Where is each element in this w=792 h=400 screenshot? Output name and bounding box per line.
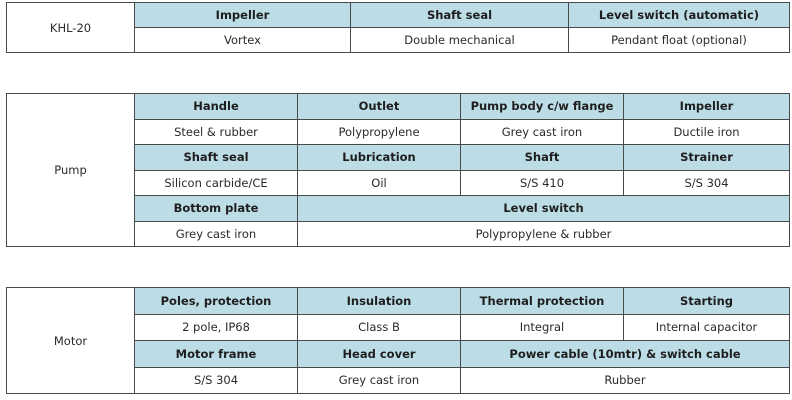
value-shaft-seal: Double mechanical: [351, 28, 569, 53]
header-handle: Handle: [135, 94, 298, 120]
value-outlet: Polypropylene: [298, 119, 461, 145]
value-motor-frame: S/S 304: [135, 367, 298, 394]
pump-spec-table: [6, 93, 790, 247]
value-power-cable: Rubber: [461, 367, 790, 394]
header-bottom-plate: Bottom plate: [135, 196, 298, 222]
value-impeller: Ductile iron: [624, 119, 790, 145]
header-outlet: Outlet: [298, 94, 461, 120]
value-handle: Steel & rubber: [135, 119, 298, 145]
value-lubrication: Oil: [298, 170, 461, 196]
value-impeller: Vortex: [135, 28, 351, 53]
value-strainer: S/S 304: [624, 170, 790, 196]
header-impeller: Impeller: [135, 3, 351, 28]
value-shaft-seal: Silicon carbide/CE: [135, 170, 298, 196]
header-head-cover: Head cover: [298, 341, 461, 368]
header-strainer: Strainer: [624, 145, 790, 171]
value-shaft: S/S 410: [461, 170, 624, 196]
value-level-switch: Pendant float (optional): [569, 28, 790, 53]
header-lubrication: Lubrication: [298, 145, 461, 171]
value-insulation: Class B: [298, 314, 461, 341]
header-pump-body: Pump body c/w flange: [461, 94, 624, 120]
header-motor-frame: Motor frame: [135, 341, 298, 368]
value-head-cover: Grey cast iron: [298, 367, 461, 394]
header-level-switch: Level switch (automatic): [569, 3, 790, 28]
model-label: KHL-20: [7, 3, 135, 53]
value-starting: Internal capacitor: [624, 314, 790, 341]
header-power-cable: Power cable (10mtr) & switch cable: [461, 341, 790, 368]
value-level-switch: Polypropylene & rubber: [298, 221, 790, 247]
header-impeller: Impeller: [624, 94, 790, 120]
motor-spec-table: [6, 287, 790, 394]
header-level-switch: Level switch: [298, 196, 790, 222]
model-spec-table: [6, 2, 790, 53]
value-bottom-plate: Grey cast iron: [135, 221, 298, 247]
header-shaft: Shaft: [461, 145, 624, 171]
header-thermal-protection: Thermal protection: [461, 288, 624, 315]
header-starting: Starting: [624, 288, 790, 315]
motor-label: Motor: [7, 288, 135, 394]
pump-label: Pump: [7, 94, 135, 247]
header-insulation: Insulation: [298, 288, 461, 315]
header-shaft-seal: Shaft seal: [351, 3, 569, 28]
header-shaft-seal: Shaft seal: [135, 145, 298, 171]
value-thermal-protection: Integral: [461, 314, 624, 341]
header-poles-protection: Poles, protection: [135, 288, 298, 315]
value-pump-body: Grey cast iron: [461, 119, 624, 145]
value-poles-protection: 2 pole, IP68: [135, 314, 298, 341]
